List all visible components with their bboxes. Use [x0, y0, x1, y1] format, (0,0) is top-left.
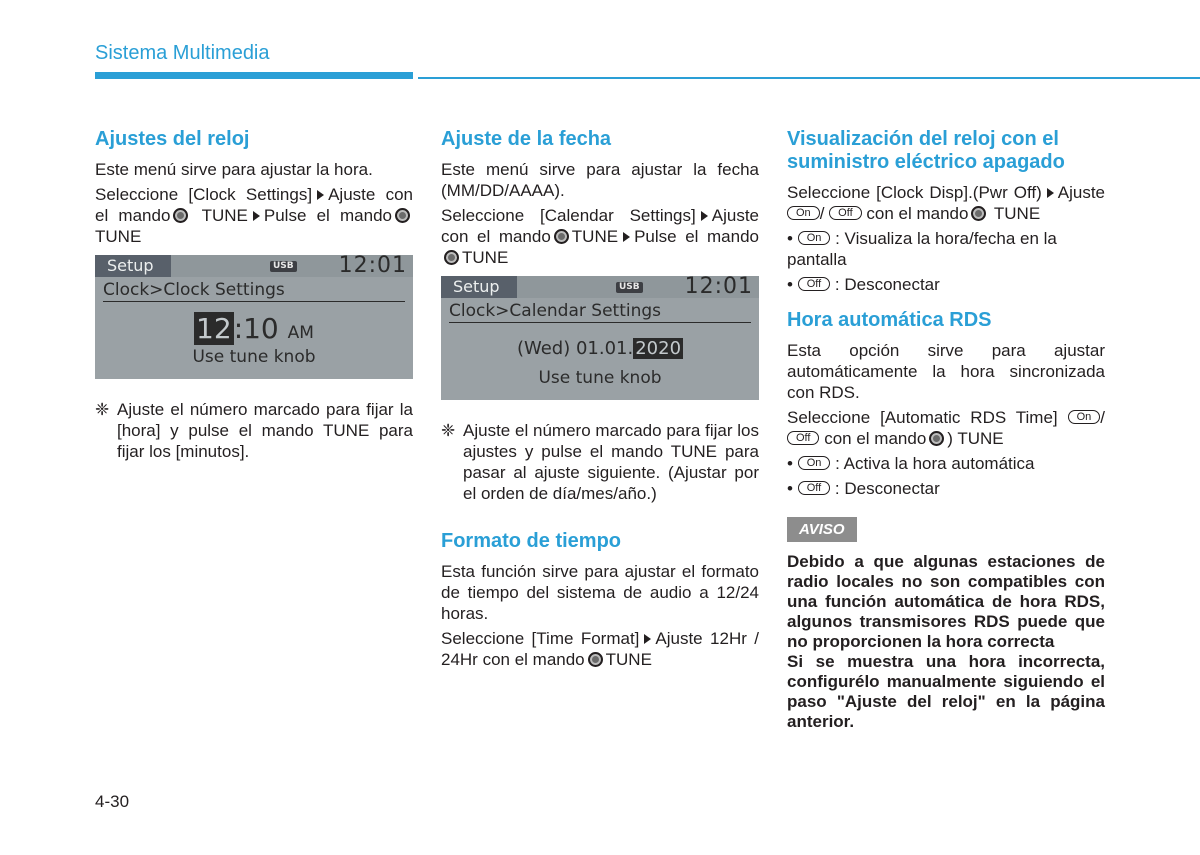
right-triangle-icon: [1047, 188, 1054, 198]
screen-divider: [103, 301, 405, 302]
instruction-text: Seleccione [Time Format]: [441, 629, 640, 648]
on-button-icon: On: [1068, 410, 1101, 424]
instruction-text: TUNE: [571, 227, 619, 246]
bullet-text: : Desconectar: [834, 479, 940, 498]
instruction-text: Ajuste: [1057, 183, 1105, 202]
paragraph-rds-instructions: [787, 407, 1105, 449]
right-triangle-icon: [623, 232, 630, 242]
instruction-text: TUNE: [993, 204, 1041, 223]
screen-hint: Use tune knob: [192, 347, 316, 367]
instruction-text: ) TUNE: [947, 429, 1004, 448]
instruction-text: Seleccione [Clock Settings]: [95, 185, 313, 204]
tune-knob-icon: [554, 229, 569, 244]
screen-setup-label: Setup: [441, 276, 517, 298]
note-icon: ❈: [95, 400, 110, 419]
off-button-icon: Off: [798, 277, 830, 291]
instruction-text: TUNE: [201, 206, 248, 225]
on-button-icon: On: [787, 206, 820, 220]
bullet-text: : Activa la hora automática: [835, 454, 1035, 473]
tune-knob-icon: [971, 206, 986, 221]
note-text: Ajuste el número marcado para fijar los ajustes y pulse el mando TUNE para pasar al ajuste siguiente. (Ajustar por el orden de día/mes/año.): [463, 421, 759, 503]
paragraph-rds: Esta opción sirve para ajustar automáticamente la hora sincronizada con RDS.: [787, 341, 1105, 402]
screen-year-selected: 2020: [635, 338, 682, 359]
screen-setup-label: Setup: [95, 255, 171, 277]
instruction-text: Ajuste 12Hr / 24Hr con el mando: [441, 629, 759, 669]
header-bar-thin: [418, 77, 1200, 79]
instruction-text: TUNE: [462, 248, 509, 267]
screen-hour-selected: 12: [196, 312, 232, 345]
bullet-text: : Visualiza la hora/fecha en la pantalla: [787, 229, 1057, 269]
off-button-icon: Off: [829, 206, 861, 220]
on-button-icon: On: [798, 231, 831, 245]
instruction-text: Seleccione [Calendar Settings]: [441, 206, 696, 225]
bullet-text: : Desconectar: [834, 275, 940, 294]
right-triangle-icon: [701, 211, 708, 221]
right-triangle-icon: [644, 634, 651, 644]
screen-time: [95, 313, 413, 349]
right-triangle-icon: [253, 211, 260, 221]
screen-divider: [449, 322, 751, 323]
bullet-item: [787, 453, 1105, 474]
section-title: Sistema Multimedia: [95, 42, 270, 64]
tune-knob-icon: [588, 652, 603, 667]
heading-ajuste-de-la-fecha: Ajuste de la fecha: [441, 128, 612, 150]
screen-ampm: AM: [287, 323, 314, 343]
screen-minutes: :10: [233, 312, 279, 345]
screen-clock: 12:01: [684, 276, 753, 299]
aviso-text: Debido a que algunas estaciones de radio locales no son compatibles con una función automática de hora RDS, algunos transmisores RDS puede que no proporcionen la hora correcta: [787, 552, 1105, 651]
note-icon: ❈: [441, 421, 456, 440]
instruction-text: TUNE: [95, 227, 142, 246]
bullet-item: [787, 274, 1105, 295]
off-button-icon: Off: [798, 481, 830, 495]
screen-clock: 12:01: [338, 255, 407, 278]
screen-date: [441, 338, 759, 360]
heading-ajustes-del-reloj: Ajustes del reloj: [95, 128, 250, 150]
calendar-settings-screen: [441, 276, 759, 400]
note-text: Ajuste el número marcado para fijar la [hora] y pulse el mando TUNE para fijar los [minutos].: [117, 400, 413, 461]
tune-knob-icon: [444, 250, 459, 265]
bullet-dot: •: [787, 275, 793, 294]
heading-hora-automatica-rds: Hora automática RDS: [787, 309, 992, 331]
bullet-dot: •: [787, 229, 793, 248]
note: [95, 399, 413, 462]
bullet-item: [787, 228, 1105, 270]
paragraph-intro: Este menú sirve para ajustar la fecha (MM/DD/AAAA).: [441, 160, 759, 200]
column-date-settings: [441, 128, 759, 674]
screen-path: Clock>Clock Settings: [103, 280, 285, 300]
column-clock-settings: [95, 128, 413, 462]
instruction-text: Ajuste con el mando: [95, 185, 413, 225]
slash: /: [1100, 408, 1105, 427]
heading-visualizacion-reloj: Visualización del reloj con el suministro eléctrico apagado: [787, 128, 1065, 173]
instruction-text: Pulse el mando: [263, 206, 393, 225]
paragraph-time-format-instructions: [441, 628, 759, 670]
screen-path: Clock>Calendar Settings: [449, 301, 662, 321]
aviso-label: AVISO: [787, 517, 857, 542]
paragraph-intro: Este menú sirve para ajustar la hora.: [95, 160, 373, 179]
instruction-text: Seleccione [Automatic RDS Time]: [787, 408, 1058, 427]
aviso-text: Si se muestra una hora incorrecta, configurélo manualmente siguiendo el paso "Ajuste del reloj" en la página anterior.: [787, 652, 1105, 731]
screen-hint: Use tune knob: [538, 368, 662, 388]
usb-icon: USB: [270, 261, 297, 272]
instruction-text: Ajuste con el mando: [441, 206, 759, 246]
page-number: 4-30: [95, 792, 130, 811]
paragraph-instructions: [95, 184, 413, 247]
slash: /: [819, 204, 825, 223]
instruction-text: con el mando: [824, 429, 927, 448]
instruction-text: Pulse el mando: [634, 227, 759, 246]
tune-knob-icon: [395, 208, 410, 223]
paragraph-instructions: [441, 205, 759, 268]
screen-date-value: (Wed) 01.01.: [516, 338, 634, 359]
heading-formato-de-tiempo: Formato de tiempo: [441, 530, 622, 552]
paragraph-time-format: Esta función sirve para ajustar el formato de tiempo del sistema de audio a 12/24 horas.: [441, 562, 759, 623]
instruction-text: TUNE: [605, 650, 652, 669]
instruction-text: con el mando: [866, 204, 969, 223]
clock-settings-screen: [95, 255, 413, 379]
instruction-text: Seleccione [Clock Disp].(Pwr Off): [787, 183, 1042, 202]
header-bar-thick: [95, 72, 413, 79]
on-button-icon: On: [798, 456, 831, 470]
bullet-item: [787, 478, 1105, 499]
off-button-icon: Off: [787, 431, 819, 445]
bullet-dot: •: [787, 479, 793, 498]
right-triangle-icon: [317, 190, 324, 200]
paragraph-clock-disp: [787, 182, 1105, 224]
column-clock-display: [787, 128, 1105, 732]
note: [441, 420, 759, 504]
tune-knob-icon: [173, 208, 188, 223]
usb-icon: USB: [616, 282, 643, 293]
bullet-dot: •: [787, 454, 793, 473]
tune-knob-icon: [929, 431, 944, 446]
